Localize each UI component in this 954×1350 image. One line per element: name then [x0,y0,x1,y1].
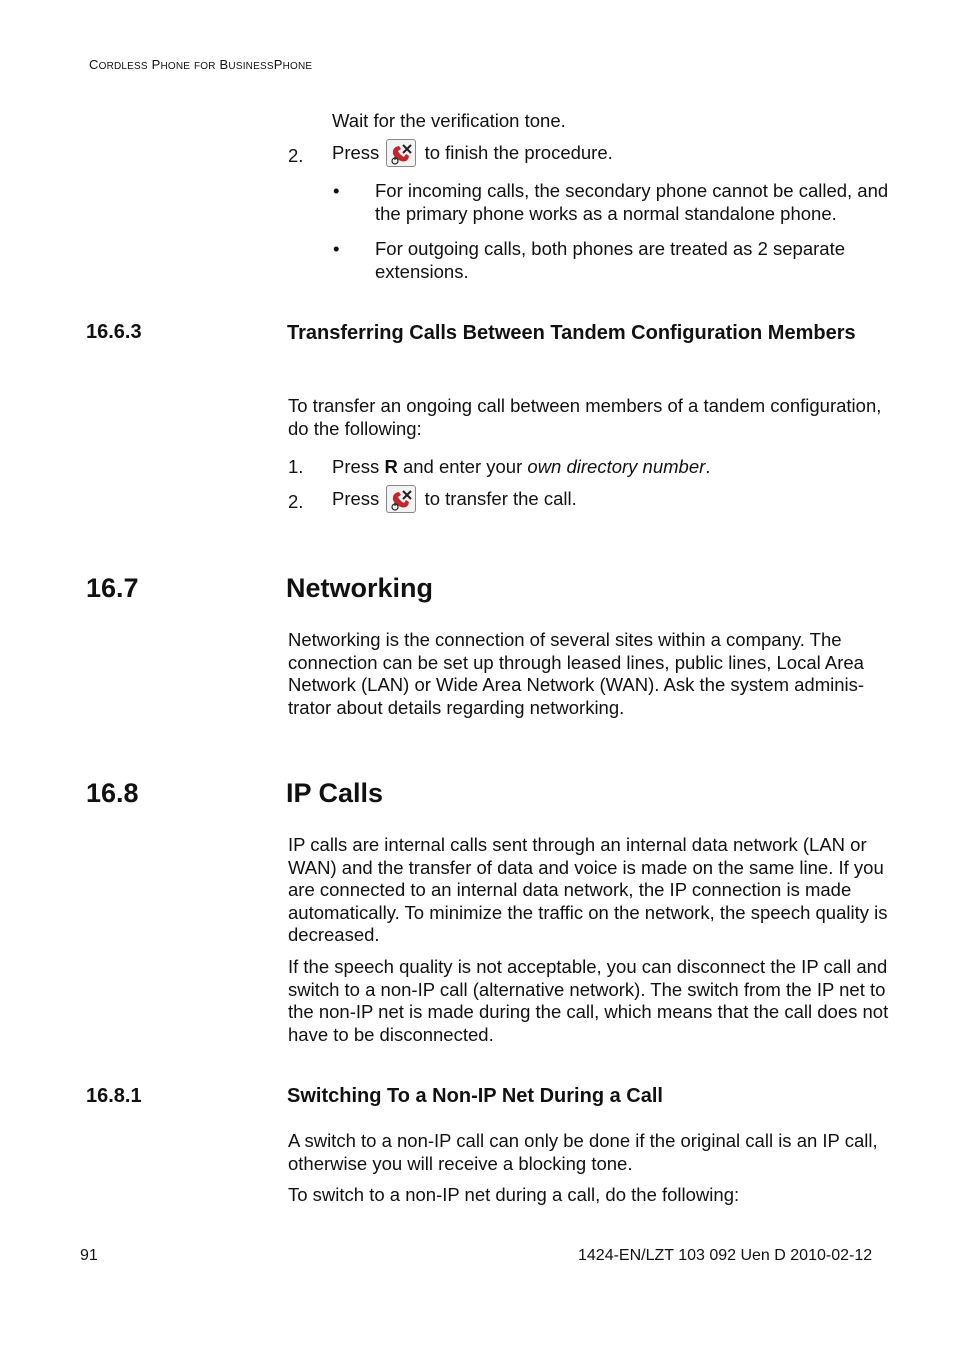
paragraph: A switch to a non-IP call can only be done if the original call is an IP call, otherwise you will receive a blocking tone. [288,1130,878,1174]
section-title: IP Calls [286,778,384,808]
paragraph: IP calls are internal calls sent through an internal data network (LAN or WAN) and the transfer of data and voice is made on the same line. If you are connected to an internal data network, the IP connection is made automatically. To minimize the traffic on the network, the speech quality is decreased. [288,834,888,945]
step-number: 2. [288,145,304,166]
wait-instruction: Wait for the verification tone. [332,110,566,131]
running-header [89,57,312,72]
step-number: 2. [288,491,304,512]
step-finish [332,139,613,167]
document-id: 1424-EN/LZT 103 092 Uen D 2010-02-12 [578,1247,873,1264]
paragraph: To transfer an ongoing call between members of a tandem configuration, do the following: [288,395,882,439]
section-number: 16.8.1 [86,1085,142,1107]
italic-term: own directory number [527,456,706,477]
section-number: 16.7 [86,573,139,603]
key-label: R [384,456,398,477]
paragraph: If the speech quality is not acceptable, you can disconnect the IP call and switch to a non-IP call (alternative network). The switch from the IP net to the non-IP net is made during the call, which means that the call does not have to be disconnected. [288,956,889,1045]
step-text: Press [332,142,380,163]
section-title: Networking [286,573,434,603]
step-text: to finish the procedure. [424,142,613,163]
section-number: 16.6.3 [86,321,142,343]
header-text: P [273,57,283,72]
header-text: P [151,57,161,72]
step-text: to transfer the call. [424,488,577,509]
step-text: . [705,456,711,477]
bullet-outgoing: For outgoing calls, both phones are treated as 2 separate extensions. [375,238,845,282]
paragraph: Networking is the connection of several sites within a company. The connection can be set up through leased lines, public lines, Local Area Network (LAN) or Wide Area Network (WAN). Ask the system adminis-trator about details regarding networking. [288,629,865,718]
step-press-r [332,456,710,479]
bullet-incoming: For incoming calls, the secondary phone cannot be called, and the primary phone works as a normal standalone phone. [375,180,889,224]
bullet-mark: • [333,238,340,259]
step-transfer [332,485,577,513]
header-text: USINESS [228,61,274,72]
section-title: Switching To a Non-IP Net During a Call [287,1085,663,1107]
step-text: Press [332,456,380,477]
header-text: C [89,57,99,72]
header-text: FOR [194,61,216,72]
header-text: HONE [160,61,191,72]
section-number: 16.8 [86,778,139,808]
section-title: Transferring Calls Between Tandem Configuration Members [287,322,856,344]
step-text: and enter your [402,456,523,477]
paragraph: To switch to a non-IP net during a call, do the following: [288,1184,740,1205]
bullet-mark: • [333,180,340,201]
header-text: B [219,57,229,72]
header-text: ORDLESS [98,61,148,72]
step-text: Press [332,488,380,509]
end-call-key-icon [386,485,416,513]
header-text: HONE [282,61,313,72]
step-number: 1. [288,456,304,477]
page-number: 91 [80,1247,98,1264]
end-call-key-icon [386,139,416,167]
